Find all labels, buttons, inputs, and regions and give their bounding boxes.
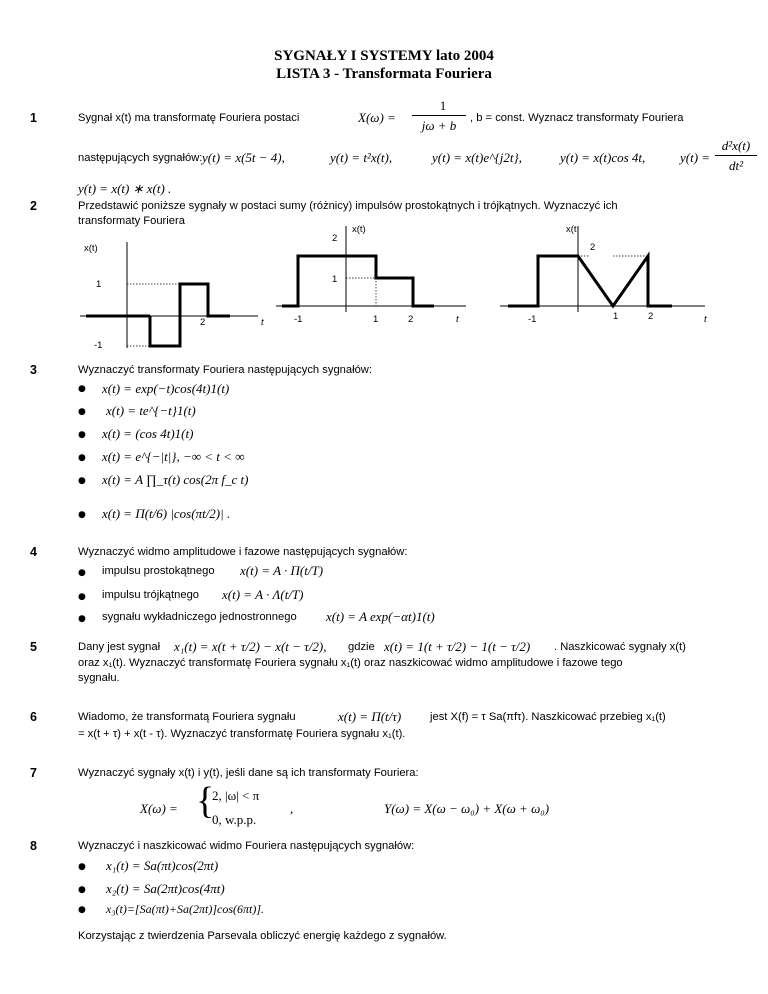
- bullet-icon: ●: [78, 905, 86, 915]
- title-line-2: LISTA 3 - Transformata Fouriera: [276, 66, 492, 82]
- bullet-icon: ●: [78, 862, 86, 872]
- problem-6-line-1-a: Wiadomo, że transformatą Fouriera sygnału: [78, 711, 296, 723]
- problem-8-item-1: x₁(t) = Sa(πt)cos(2πt): [106, 858, 219, 873]
- problem-8-text: Wyznaczyć i naszkicować widmo Fouriera następujących sygnałów:: [78, 840, 415, 852]
- problem-8-item-2: x₂(t) = Sa(2πt)cos(4πt): [106, 881, 225, 896]
- problem-1-signal-1: y(t) = x(5t − 4),: [202, 150, 285, 165]
- problem-7-number: 7: [30, 766, 37, 780]
- problem-1-text-b: , b = const. Wyznacz transformaty Fouriera: [470, 112, 684, 124]
- graph-1-signal-path: [150, 284, 230, 346]
- bullet-icon: ●: [78, 476, 86, 486]
- problem-7-case-1: 2, |ω| < π: [212, 788, 260, 803]
- graph-3-xtick-1: 1: [613, 311, 619, 322]
- problem-4-text: Wyznaczyć widmo amplitudowe i fazowe następujących sygnałów:: [78, 546, 408, 558]
- graph-3-xtick-neg: -1: [528, 314, 537, 325]
- graph-1-xlabel: t: [261, 317, 264, 328]
- bullet-icon: ●: [78, 384, 86, 394]
- problem-1-signal-5-num: d²x(t): [721, 138, 751, 153]
- problem-8-footer: Korzystając z twierdzenia Parsevala obliczyć energię każdego z sygnałów.: [78, 930, 447, 942]
- bullet-icon: ●: [78, 453, 86, 463]
- left-brace-icon: {: [196, 780, 215, 822]
- bullet-icon: ●: [78, 407, 86, 417]
- problem-3-item-2: x(t) = te^{−t}1(t): [106, 403, 196, 418]
- problem-1-formula-lhs: X(ω) =: [358, 110, 396, 125]
- problem-6-line-2: = x(t + τ) + x(t - τ). Wyznaczyć transformatę Fouriera sygnału x₁(t).: [78, 728, 406, 740]
- graph-2-ytick-mid: 1: [332, 274, 338, 285]
- problem-8-item-3: x₃(t)=[Sa(πt)+Sa(2πt)]cos(6πt)].: [106, 902, 265, 916]
- problem-6-line-1-formula: x(t) = Π(t/τ): [338, 709, 402, 724]
- problem-1-text-c: następujących sygnałów:: [78, 152, 203, 164]
- problem-5-line-3: sygnału.: [78, 672, 120, 684]
- problem-1-fraction-num: 1: [439, 98, 447, 113]
- graph-3-xlabel: t: [704, 314, 707, 325]
- problem-4-item-1-formula: x(t) = A · Π(t/T): [240, 563, 324, 578]
- problem-7-X-lhs: X(ω) =: [140, 801, 178, 816]
- graph-1-xtick: 2: [200, 317, 206, 328]
- problem-7-Y: Y(ω) = X(ω − ω₀) + X(ω + ω₀): [384, 801, 550, 816]
- problem-1-signal-6: y(t) = x(t) ∗ x(t) .: [78, 181, 172, 196]
- graph-3-xtick-2: 2: [648, 311, 654, 322]
- problem-4-number: 4: [30, 545, 37, 559]
- problem-1-fraction-bar: [412, 115, 466, 116]
- problem-1-signal-5-bar: [715, 155, 757, 156]
- problem-1-text-a: Sygnał x(t) ma transformatę Fouriera postaci: [78, 112, 300, 124]
- graph-2-xtick-neg: -1: [294, 314, 303, 325]
- problem-5-line-1-formula-1: x₁(t) = x(t + τ/2) − x(t − τ/2),: [174, 639, 327, 654]
- problem-3-item-5: x(t) = A ∏_τ(t) cos(2π f_c t): [102, 472, 249, 487]
- problem-8-number: 8: [30, 839, 37, 853]
- problem-1-signal-5-lhs: y(t) =: [680, 150, 711, 165]
- graph-3-ylabel: x(t: [566, 224, 577, 235]
- bullet-icon: ●: [78, 614, 86, 624]
- graph-2-ytick-top: 2: [332, 233, 338, 244]
- problem-6-number: 6: [30, 710, 37, 724]
- problem-5-number: 5: [30, 640, 37, 654]
- problem-2-line-2: transformaty Fouriera: [78, 215, 185, 227]
- graph-1-ytick-neg: -1: [94, 340, 103, 350]
- graph-3-signal-path: [508, 256, 672, 306]
- bullet-icon: ●: [78, 430, 86, 440]
- graph-2-signal-path: [282, 256, 434, 306]
- problem-5-line-2: oraz x₁(t). Wyznaczyć transformatę Fouriera sygnału x₁(t) oraz naszkicować widmo amplitudowe i fazowe tego: [78, 657, 623, 669]
- problem-1-number: 1: [30, 111, 37, 125]
- problem-3-item-3: x(t) = (cos 4t)1(t): [102, 426, 194, 441]
- problem-1-fraction-den: jω + b: [421, 118, 457, 133]
- problem-4-item-2-formula: x(t) = A · Λ(t/T): [222, 587, 304, 602]
- bullet-icon: ●: [78, 568, 86, 578]
- signal-graph-3: [500, 220, 720, 332]
- problem-7-comma: ,: [290, 801, 294, 816]
- graph-1-ytick-pos: 1: [96, 279, 102, 290]
- bullet-icon: ●: [78, 592, 86, 602]
- problem-6-line-1-b: jest X(f) = τ Sa(πfτ). Naszkicować przebieg x₁(t): [430, 711, 666, 723]
- problem-3-item-6: x(t) = Π(t/6) |cos(πt/2)| .: [102, 506, 231, 521]
- problem-1-signal-3: y(t) = x(t)e^{j2t},: [432, 150, 522, 165]
- graph-2-xtick-1: 1: [373, 314, 379, 325]
- problem-3-item-1: x(t) = exp(−t)cos(4t)1(t): [102, 381, 230, 396]
- problem-7-case-2: 0, w.p.p.: [212, 812, 257, 827]
- problem-2-number: 2: [30, 199, 37, 213]
- graph-2-xtick-2: 2: [408, 314, 414, 325]
- problem-4-item-2-label: impulsu trójkątnego: [102, 589, 200, 601]
- graph-3-ytick-top: 2: [590, 242, 596, 253]
- problem-3-item-4: x(t) = e^{−|t|}, −∞ < t < ∞: [102, 449, 245, 464]
- title-line-1: SYGNAŁY I SYSTEMY lato 2004: [274, 48, 494, 64]
- problem-1-signal-4: y(t) = x(t)cos 4t,: [560, 150, 646, 165]
- graph-2-xlabel: t: [456, 314, 459, 325]
- bullet-icon: ●: [78, 510, 86, 520]
- graph-2-ylabel: x(t): [352, 224, 366, 235]
- bullet-icon: ●: [78, 885, 86, 895]
- problem-1-signal-2: y(t) = t²x(t),: [330, 150, 393, 165]
- problem-4-item-3-label: sygnału wykładniczego jednostronnego: [102, 611, 297, 623]
- problem-5-line-1-a: Dany jest sygnał: [78, 641, 161, 653]
- problem-5-line-1-c: . Naszkicować sygnały x(t): [554, 641, 686, 653]
- problem-7-text: Wyznaczyć sygnały x(t) i y(t), jeśli dane są ich transformaty Fouriera:: [78, 767, 419, 779]
- signal-graph-1: [80, 238, 280, 350]
- problem-3-text: Wyznaczyć transformaty Fouriera następujących sygnałów:: [78, 364, 372, 376]
- problem-5-line-1-b: gdzie: [348, 641, 375, 653]
- problem-4-item-1-label: impulsu prostokątnego: [102, 565, 215, 577]
- graph-1-ylabel: x(t): [84, 243, 98, 254]
- problem-4-item-3-formula: x(t) = A exp(−αt)1(t): [326, 609, 435, 624]
- problem-3-number: 3: [30, 363, 37, 377]
- signal-graph-2: [276, 220, 484, 332]
- problem-2-line-1: Przedstawić poniższe sygnały w postaci sumy (różnicy) impulsów prostokątnych i trójkątnych. Wyznaczyć ich: [78, 200, 618, 212]
- problem-1-signal-5-den: dt²: [728, 158, 743, 173]
- problem-5-line-1-formula-2: x(t) = 1(t + τ/2) − 1(t − τ/2): [384, 639, 531, 654]
